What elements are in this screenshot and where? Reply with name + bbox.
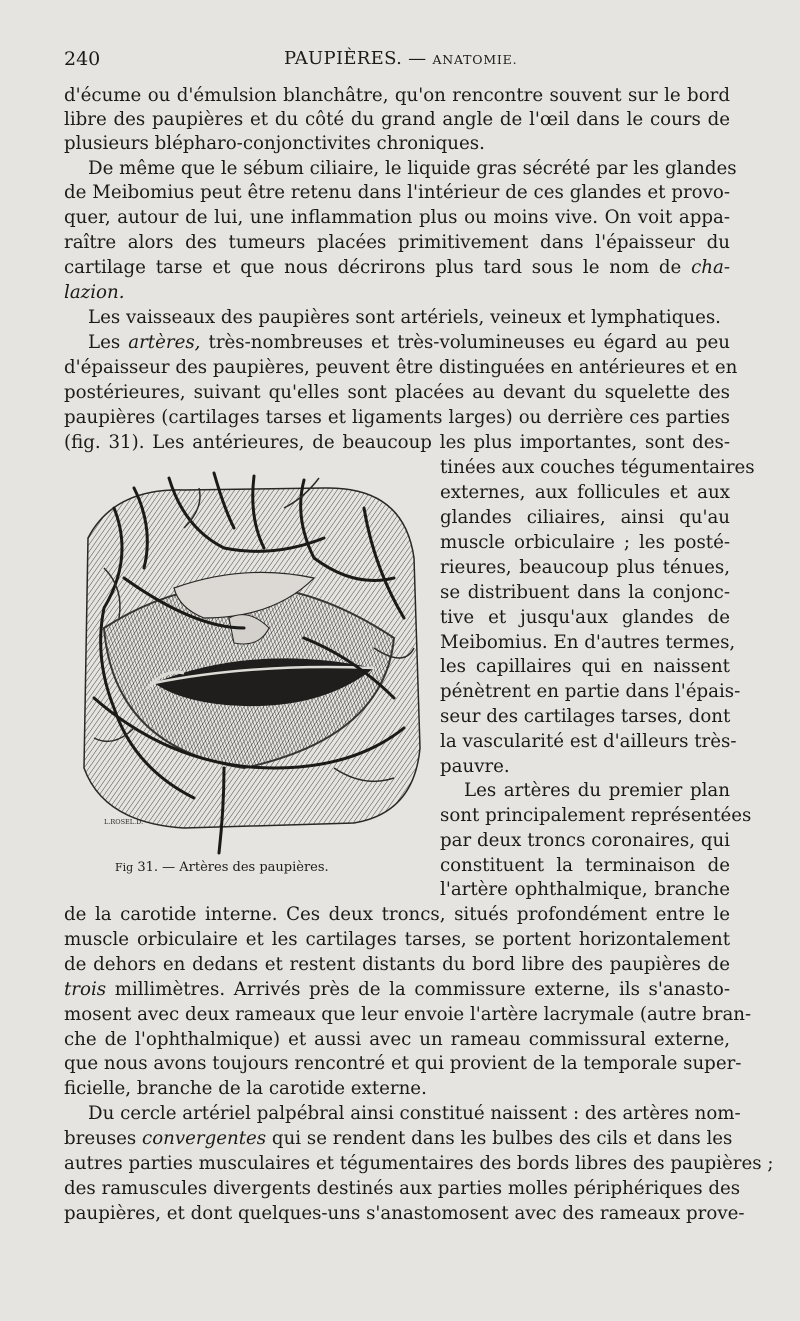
text-line: d'épaisseur des paupières, peuvent être distinguées en antérieures et en [64, 357, 738, 378]
running-title [284, 48, 517, 69]
text-line: la vascularité est d'ailleurs très- [440, 731, 737, 752]
text-line: de la carotide interne. Ces deux troncs, situés profondément entre le [64, 904, 730, 925]
text-line: paupières (cartilages tarses et ligaments larges) ou derrière ces parties [64, 407, 730, 428]
text-line: De même que le sébum ciliaire, le liquide gras sécrété par les glandes [88, 158, 737, 179]
text-line: trois millimètres. Arrivés près de la commissure externe, ils s'anasto- [64, 979, 730, 1000]
text-line: tinées aux couches tégumentaires [440, 457, 755, 478]
figure-caption [115, 860, 415, 875]
text-line: sont principalement représentées [440, 805, 752, 826]
running-title-main: PAUPIÈRES. — [284, 48, 433, 69]
text-line: postérieures, suivant qu'elles sont placées au devant du squelette des [64, 382, 730, 403]
text-line: ficielle, branche de la carotide externe. [64, 1078, 427, 1099]
text-line: raître alors des tumeurs placées primitivement dans l'épaisseur du [64, 232, 730, 253]
text-line: lazion. [64, 282, 125, 303]
text-line: d'écume ou d'émulsion blanchâtre, qu'on rencontre souvent sur le bord [64, 85, 730, 106]
text-line: l'artère ophthalmique, branche [440, 879, 730, 900]
text-line: autres parties musculaires et tégumentaires des bords libres des paupières ; [64, 1153, 774, 1174]
text-line: che de l'ophthalmique) et aussi avec un rameau commissural externe, [64, 1029, 730, 1050]
page-header [64, 48, 730, 76]
text-line: muscle orbiculaire ; les posté- [440, 532, 730, 553]
text-line: breuses convergentes qui se rendent dans les bulbes des cils et dans les [64, 1128, 733, 1149]
eyelid-arteries-engraving [74, 468, 426, 856]
text-line: de dehors en dedans et restent distants du bord libre des paupières de [64, 954, 730, 975]
text-line: pauvre. [440, 756, 510, 777]
text-line: des ramuscules divergents destinés aux parties molles périphériques des [64, 1178, 741, 1199]
text-line: se distribuent dans la conjonc- [440, 582, 730, 603]
text-line: tive et jusqu'aux glandes de [440, 607, 730, 628]
text-line: glandes ciliaires, ainsi qu'au [440, 507, 730, 528]
text-line: cartilage tarse et que nous décrirons plus tard sous le nom de cha- [64, 257, 730, 278]
text-line: muscle orbiculaire et les cartilages tarses, se portent horizontalement [64, 929, 730, 950]
text-line: plusieurs blépharo-conjonctivites chroniques. [64, 133, 485, 154]
text-line: paupières, et dont quelques-uns s'anastomosent avec des rameaux prove- [64, 1203, 745, 1224]
text-line: quer, autour de lui, une inflammation plus ou moins vive. On voit appa- [64, 207, 730, 228]
text-line: de Meibomius peut être retenu dans l'intérieur de ces glandes et provo- [64, 182, 730, 203]
text-line: Du cercle artériel palpébral ainsi constitué naissent : des artères nom- [88, 1103, 741, 1124]
text-line: pénètrent en partie dans l'épais- [440, 681, 741, 702]
text-line: (fig. 31). Les antérieures, de beaucoup les plus importantes, sont des- [64, 432, 730, 453]
text-line: externes, aux follicules et aux [440, 482, 730, 503]
engraver-signature: L.ROSEL.D. [104, 818, 144, 826]
figure-caption-text: 31. — Artères des paupières. [133, 860, 329, 875]
page-number: 240 [64, 48, 101, 70]
text-line: Meibomius. En d'autres termes, [440, 632, 736, 653]
text-line: Les artères du premier plan [464, 780, 730, 801]
running-title-sub: ANATOMIE. [432, 52, 518, 67]
figure-label: Fig [115, 861, 134, 874]
text-line: libre des paupières et du côté du grand angle de l'œil dans le cours de [64, 109, 730, 130]
text-line: les capillaires qui en naissent [440, 656, 730, 677]
text-line: que nous avons toujours rencontré et qui provient de la temporale super- [64, 1053, 742, 1074]
text-line: par deux troncs coronaires, qui [440, 830, 730, 851]
text-line: constituent la terminaison de [440, 855, 730, 876]
text-line: Les vaisseaux des paupières sont artériels, veineux et lymphatiques. [88, 307, 721, 328]
text-line: mosent avec deux rameaux que leur envoie l'artère lacrymale (autre bran- [64, 1004, 752, 1025]
text-line: rieures, beaucoup plus ténues, [440, 557, 730, 578]
text-line: seur des cartilages tarses, dont [440, 706, 731, 727]
text-line: Les artères, très-nombreuses et très-volumineuses eu égard au peu [88, 332, 730, 353]
